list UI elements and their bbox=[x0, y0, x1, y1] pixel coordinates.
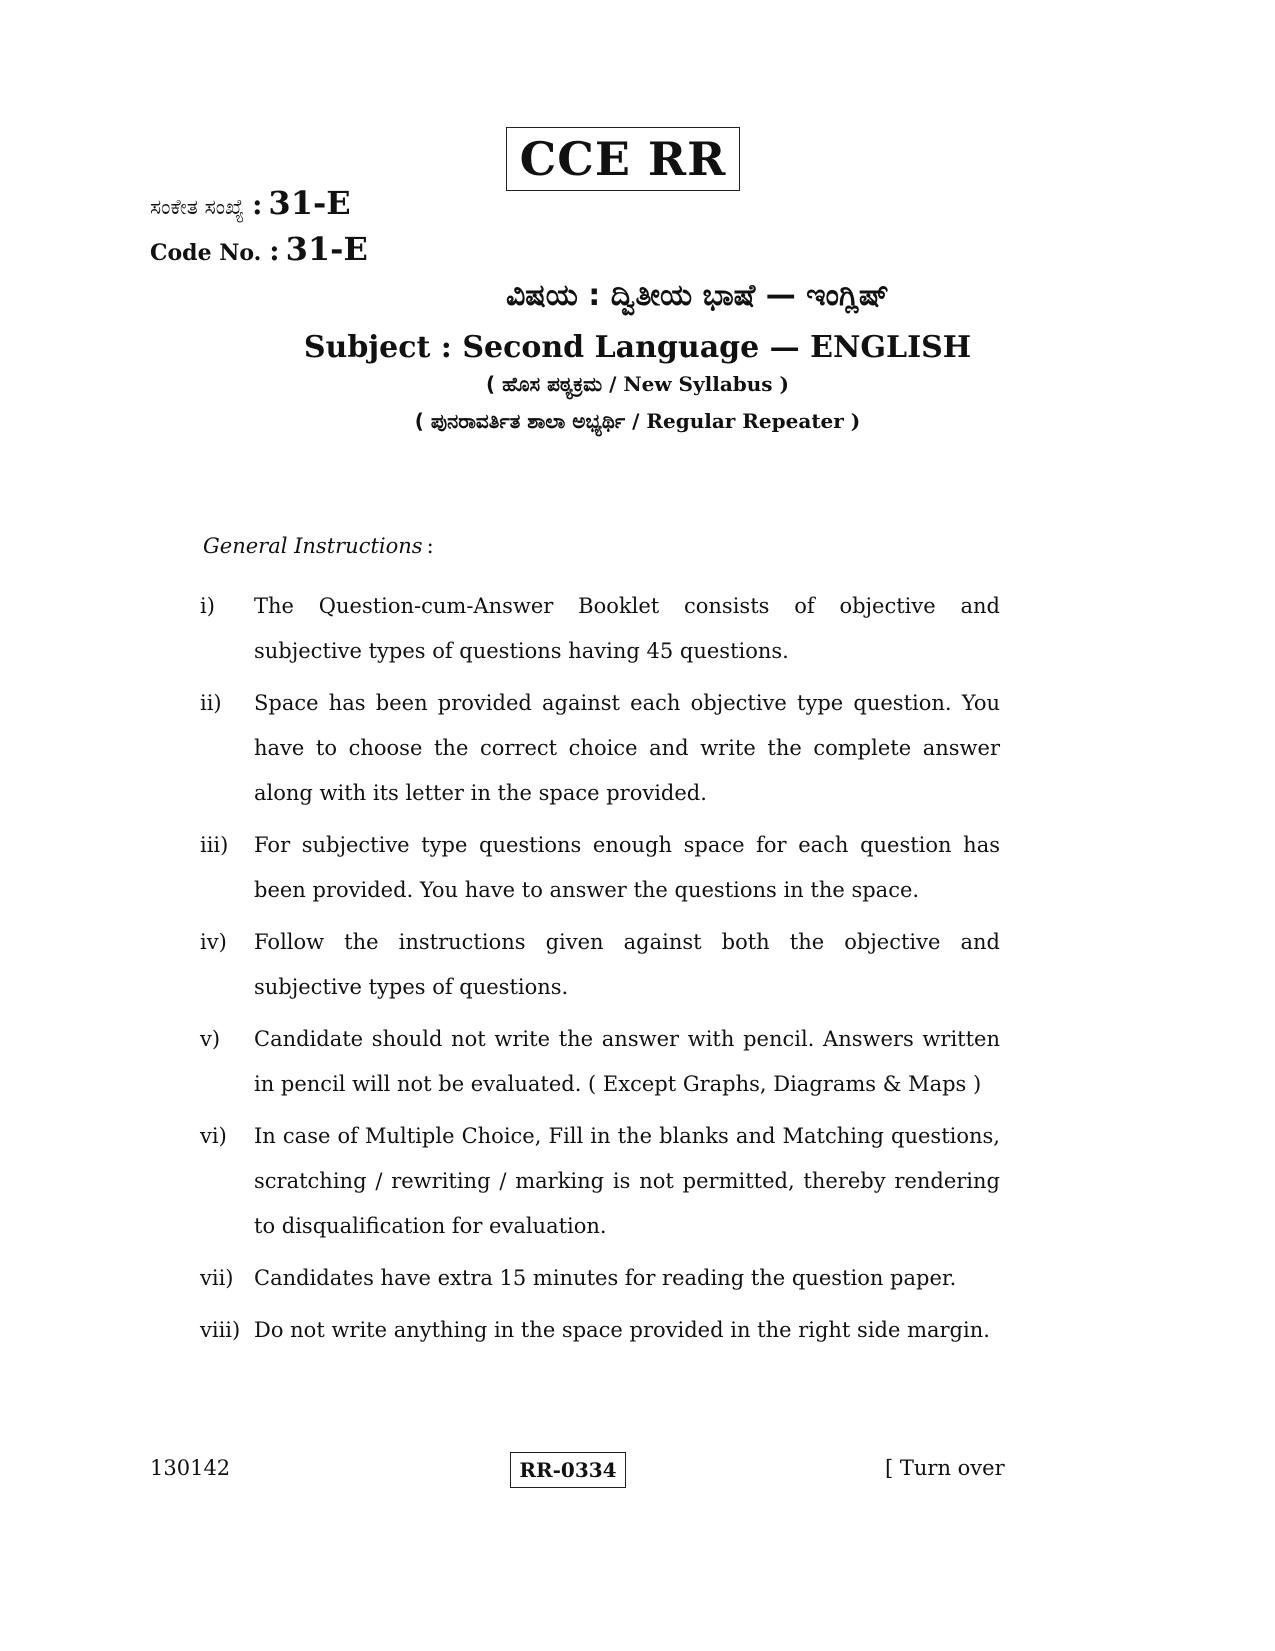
instruction-text: Candidate should not write the answer with pencil. Answers written in pencil will not be evaluated. ( Except Graphs, Diagrams & Maps ) bbox=[254, 1027, 1000, 1096]
footer-paper-number: 130142 bbox=[150, 1456, 231, 1480]
instruction-item bbox=[200, 1308, 1000, 1353]
code-kannada-label: ಸಂಕೇತ ಸಂಖ್ಯೆ bbox=[150, 195, 245, 219]
repeater-kannada: ( ಪುನರಾವರ್ತಿತ ಶಾಲಾ ಅಭ್ಯರ್ಥಿ bbox=[414, 409, 626, 433]
syllabus-kannada: ( ಹೊಸ ಪಠ್ಯಕ್ರಮ bbox=[486, 372, 603, 396]
instruction-number: i) bbox=[200, 594, 215, 618]
subject-english: Subject : Second Language — ENGLISH bbox=[303, 330, 972, 365]
code-english-label: Code No. bbox=[150, 240, 262, 266]
instruction-text: Do not write anything in the space provided in the right side margin. bbox=[254, 1318, 990, 1342]
code-kannada-colon: : bbox=[252, 188, 263, 221]
repeater-line bbox=[0, 409, 1275, 433]
code-english-row bbox=[150, 230, 368, 268]
code-english-value: 31-E bbox=[285, 230, 368, 268]
paper-title-box bbox=[506, 127, 740, 191]
instruction-item bbox=[200, 920, 1000, 1010]
instruction-text: Candidates have extra 15 minutes for reading the question paper. bbox=[254, 1266, 957, 1290]
footer-turn-over: [ Turn over bbox=[885, 1456, 1005, 1480]
instruction-item bbox=[200, 584, 1000, 674]
instruction-item bbox=[200, 1017, 1000, 1107]
instructions-heading bbox=[203, 534, 434, 558]
syllabus-line bbox=[0, 372, 1275, 396]
instruction-item bbox=[200, 681, 1000, 816]
syllabus-english: / New Syllabus ) bbox=[602, 372, 789, 396]
instructions-list bbox=[200, 584, 1000, 1360]
footer-code: RR-0334 bbox=[519, 1458, 617, 1482]
instruction-text: Follow the instructions given against both the objective and subjective types of questions. bbox=[254, 930, 1000, 999]
instruction-number: viii) bbox=[200, 1318, 241, 1342]
instruction-text: For subjective type questions enough space for each question has been provided. You have to answer the questions in the space. bbox=[254, 833, 1000, 902]
footer-code-box bbox=[510, 1452, 626, 1488]
instruction-number: vi) bbox=[200, 1124, 227, 1148]
code-english-colon: : bbox=[269, 234, 280, 267]
instruction-text: The Question-cum-Answer Booklet consists of objective and subjective types of questions having 45 questions. bbox=[254, 594, 1000, 663]
instruction-number: v) bbox=[200, 1027, 221, 1051]
instruction-number: vii) bbox=[200, 1266, 234, 1290]
code-kannada-row bbox=[150, 184, 351, 222]
instruction-item bbox=[200, 823, 1000, 913]
instructions-heading-text: General Instructions bbox=[203, 534, 423, 558]
instructions-heading-colon: : bbox=[426, 534, 434, 558]
code-kannada-value: 31-E bbox=[268, 184, 351, 222]
instruction-number: iv) bbox=[200, 930, 227, 954]
instruction-item bbox=[200, 1256, 1000, 1301]
instruction-number: ii) bbox=[200, 691, 222, 715]
instruction-number: iii) bbox=[200, 833, 229, 857]
instruction-text: Space has been provided against each objective type question. You have to choose the correct choice and write the complete answer along with its letter in the space provided. bbox=[254, 691, 1000, 805]
paper-title: CCE RR bbox=[519, 132, 727, 186]
instruction-item bbox=[200, 1114, 1000, 1249]
instruction-text: In case of Multiple Choice, Fill in the blanks and Matching questions, scratching / rewriting / marking is not permitted, thereby rendering to disqualification for evaluation. bbox=[254, 1124, 1000, 1238]
repeater-english: / Regular Repeater ) bbox=[625, 409, 861, 433]
subject-kannada: ವಿಷಯ : ದ್ವಿತೀಯ ಭಾಷೆ — ಇಂಗ್ಲಿಷ್ bbox=[505, 278, 890, 313]
